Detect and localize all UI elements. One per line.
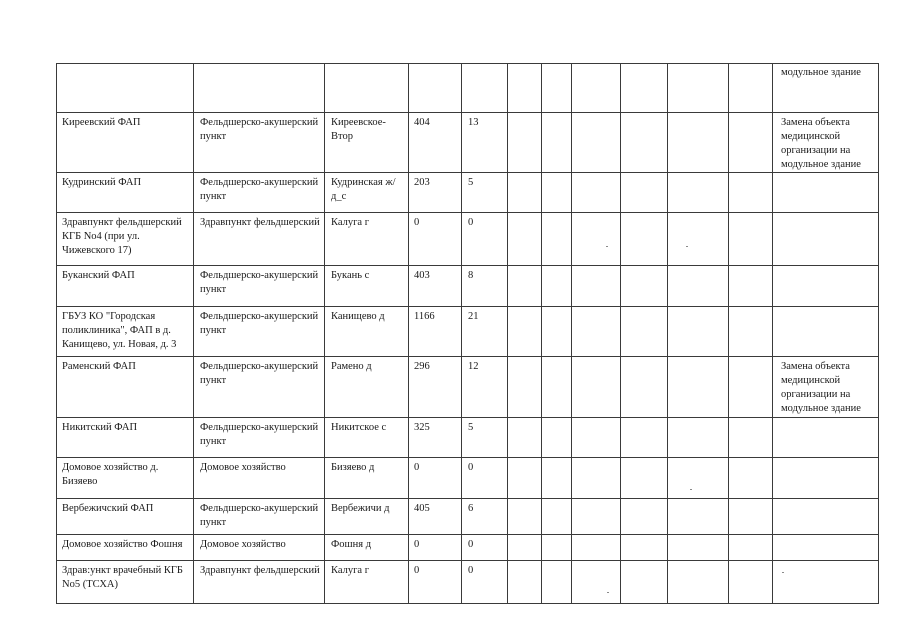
facility-name-cell: Домовое хозяйство Фошня — [57, 535, 194, 561]
settlement-cell: Кудринская ж/д_с — [325, 173, 409, 213]
facility-type-cell: Фельдшерско-акушерский пункт — [194, 307, 325, 357]
empty-cell — [508, 535, 542, 561]
empty-cell — [542, 561, 572, 604]
empty-cell — [508, 64, 542, 113]
count-cell: 0 — [462, 535, 508, 561]
note-cell: Замена объекта медицинской организации на модульное здание — [773, 113, 879, 173]
table-row — [57, 113, 879, 173]
empty-cell — [668, 535, 729, 561]
empty-cell — [621, 307, 668, 357]
facility-type-cell: Фельдшерско-акушерский пункт — [194, 266, 325, 307]
settlement-cell: Никитское с — [325, 418, 409, 458]
empty-cell — [621, 499, 668, 535]
empty-cell — [729, 173, 773, 213]
facility-name-cell: Вербежичский ФАП — [57, 499, 194, 535]
count-cell — [462, 64, 508, 113]
scan-speck — [606, 246, 608, 247]
empty-cell — [542, 418, 572, 458]
table-row — [57, 213, 879, 266]
settlement-cell: Калуга г — [325, 561, 409, 604]
note-cell: Замена объекта медицинской организации на модульное здание — [773, 357, 879, 418]
empty-cell — [729, 213, 773, 266]
scan-speck — [686, 246, 688, 247]
empty-cell — [621, 357, 668, 418]
empty-cell — [621, 266, 668, 307]
facility-type-cell: Домовое хозяйство — [194, 535, 325, 561]
empty-cell — [729, 113, 773, 173]
count-cell: 12 — [462, 357, 508, 418]
empty-cell — [542, 266, 572, 307]
empty-cell — [508, 307, 542, 357]
empty-cell — [508, 173, 542, 213]
scan-speck — [782, 572, 784, 573]
empty-cell — [621, 64, 668, 113]
empty-cell — [572, 561, 621, 604]
empty-cell — [668, 458, 729, 499]
facility-name-cell — [57, 64, 194, 113]
facility-type-cell: Фельдшерско-акушерский пункт — [194, 499, 325, 535]
empty-cell — [729, 561, 773, 604]
empty-cell — [508, 499, 542, 535]
settlement-cell: Канищево д — [325, 307, 409, 357]
empty-cell — [572, 64, 621, 113]
note-cell — [773, 561, 879, 604]
population-cell: 0 — [409, 535, 462, 561]
population-cell: 325 — [409, 418, 462, 458]
empty-cell — [572, 458, 621, 499]
empty-cell — [668, 173, 729, 213]
table-row — [57, 307, 879, 357]
empty-cell — [572, 307, 621, 357]
empty-cell — [729, 64, 773, 113]
empty-cell — [668, 213, 729, 266]
empty-cell — [572, 499, 621, 535]
scan-speck — [607, 592, 609, 593]
population-cell: 403 — [409, 266, 462, 307]
count-cell: 5 — [462, 418, 508, 458]
facility-type-cell: Фельдшерско-акушерский пункт — [194, 418, 325, 458]
empty-cell — [542, 357, 572, 418]
facility-name-cell: Здравпункт фельдшерский КГБ No4 (при ул. Чижевского 17) — [57, 213, 194, 266]
empty-cell — [572, 173, 621, 213]
table-row — [57, 535, 879, 561]
facility-name-cell: Здрав:ункт врачебный КГБ No5 (ТСХА) — [57, 561, 194, 604]
empty-cell — [668, 499, 729, 535]
table-row — [57, 499, 879, 535]
table-row — [57, 266, 879, 307]
settlement-cell: Киреевское-Втор — [325, 113, 409, 173]
empty-cell — [572, 535, 621, 561]
empty-cell — [508, 418, 542, 458]
empty-cell — [572, 357, 621, 418]
population-cell: 296 — [409, 357, 462, 418]
scan-speck — [690, 489, 692, 490]
facility-name-cell: Никитский ФАП — [57, 418, 194, 458]
empty-cell — [621, 213, 668, 266]
empty-cell — [542, 213, 572, 266]
count-cell: 13 — [462, 113, 508, 173]
population-cell: 1166 — [409, 307, 462, 357]
empty-cell — [542, 535, 572, 561]
note-cell — [773, 266, 879, 307]
population-cell: 0 — [409, 458, 462, 499]
empty-cell — [542, 307, 572, 357]
table-row — [57, 418, 879, 458]
facility-name-cell: ГБУЗ КО "Городская поликлиника", ФАП в д. Канищево, ул. Новая, д. 3 — [57, 307, 194, 357]
empty-cell — [729, 418, 773, 458]
note-cell — [773, 458, 879, 499]
count-cell: 0 — [462, 561, 508, 604]
settlement-cell: Рамено д — [325, 357, 409, 418]
table-row — [57, 458, 879, 499]
count-cell: 0 — [462, 213, 508, 266]
empty-cell — [508, 561, 542, 604]
settlement-cell: Фошня д — [325, 535, 409, 561]
empty-cell — [668, 307, 729, 357]
settlement-cell — [325, 64, 409, 113]
empty-cell — [621, 458, 668, 499]
facility-name-cell: Кудринский ФАП — [57, 173, 194, 213]
note-cell — [773, 173, 879, 213]
facility-name-cell: Раменский ФАП — [57, 357, 194, 418]
empty-cell — [572, 113, 621, 173]
facility-type-cell: Фельдшерско-акушерский пункт — [194, 173, 325, 213]
empty-cell — [668, 64, 729, 113]
count-cell: 8 — [462, 266, 508, 307]
empty-cell — [621, 173, 668, 213]
facility-type-cell: Домовое хозяйство — [194, 458, 325, 499]
facility-type-cell: Фельдшерско-акушерский пункт — [194, 113, 325, 173]
facilities-table — [56, 63, 879, 604]
empty-cell — [542, 113, 572, 173]
empty-cell — [508, 357, 542, 418]
population-cell: 404 — [409, 113, 462, 173]
population-cell: 203 — [409, 173, 462, 213]
population-cell: 0 — [409, 561, 462, 604]
count-cell: 21 — [462, 307, 508, 357]
facility-type-cell — [194, 64, 325, 113]
empty-cell — [668, 561, 729, 604]
empty-cell — [572, 213, 621, 266]
empty-cell — [542, 499, 572, 535]
population-cell — [409, 64, 462, 113]
empty-cell — [668, 266, 729, 307]
empty-cell — [572, 418, 621, 458]
empty-cell — [508, 113, 542, 173]
empty-cell — [729, 307, 773, 357]
population-cell: 0 — [409, 213, 462, 266]
empty-cell — [729, 458, 773, 499]
settlement-cell: Бизяево д — [325, 458, 409, 499]
table-body — [57, 64, 879, 604]
empty-cell — [542, 458, 572, 499]
note-cell — [773, 535, 879, 561]
note-cell — [773, 418, 879, 458]
empty-cell — [729, 266, 773, 307]
count-cell: 5 — [462, 173, 508, 213]
settlement-cell: Вербежичи д — [325, 499, 409, 535]
empty-cell — [542, 173, 572, 213]
empty-cell — [729, 357, 773, 418]
empty-cell — [668, 357, 729, 418]
empty-cell — [668, 418, 729, 458]
empty-cell — [621, 535, 668, 561]
empty-cell — [668, 113, 729, 173]
empty-cell — [542, 64, 572, 113]
count-cell: 6 — [462, 499, 508, 535]
empty-cell — [621, 113, 668, 173]
note-cell: модульное здание — [773, 64, 879, 113]
table-row — [57, 357, 879, 418]
empty-cell — [508, 458, 542, 499]
empty-cell — [572, 266, 621, 307]
facility-name-cell: Киреевский ФАП — [57, 113, 194, 173]
population-cell: 405 — [409, 499, 462, 535]
settlement-cell: Калуга г — [325, 213, 409, 266]
empty-cell — [621, 418, 668, 458]
table-row — [57, 561, 879, 604]
table-row — [57, 173, 879, 213]
settlement-cell: Букань с — [325, 266, 409, 307]
facility-name-cell: Буканский ФАП — [57, 266, 194, 307]
empty-cell — [621, 561, 668, 604]
empty-cell — [729, 535, 773, 561]
empty-cell — [508, 266, 542, 307]
facility-name-cell: Домовое хозяйство д. Бизяево — [57, 458, 194, 499]
note-cell — [773, 213, 879, 266]
table-row — [57, 64, 879, 113]
facility-type-cell: Здравпункт фельдшерский — [194, 561, 325, 604]
empty-cell — [508, 213, 542, 266]
empty-cell — [729, 499, 773, 535]
facility-type-cell: Фельдшерско-акушерский пункт — [194, 357, 325, 418]
note-cell — [773, 307, 879, 357]
facility-type-cell: Здравпункт фельдшерский — [194, 213, 325, 266]
note-cell — [773, 499, 879, 535]
count-cell: 0 — [462, 458, 508, 499]
